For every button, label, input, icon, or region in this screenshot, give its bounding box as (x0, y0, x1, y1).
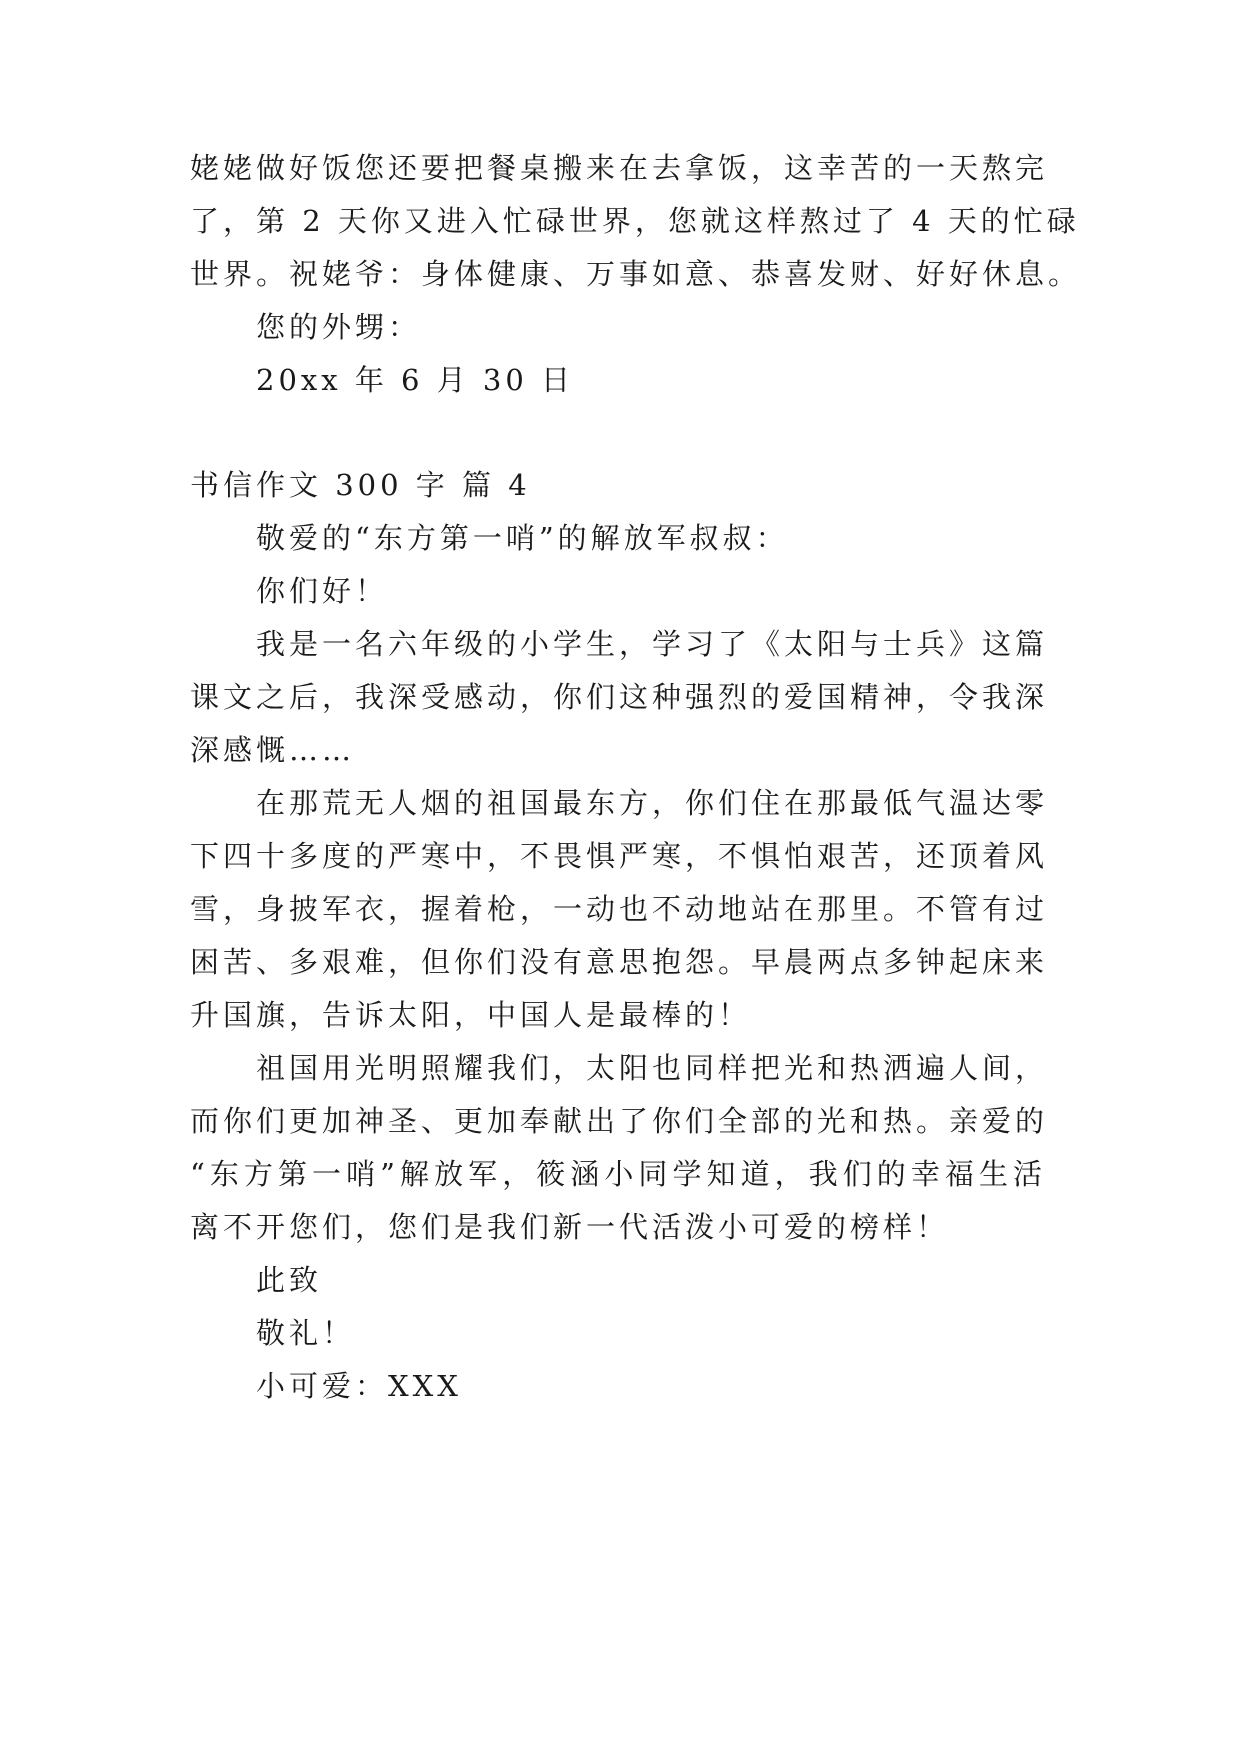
paragraph-line: 课文之后，我深受感动，你们这种强烈的爱国精神，令我深 (190, 680, 1049, 714)
paragraph-line: 了，第 2 天你又进入忙碌世界，您就这样熬过了 4 天的忙碌 (190, 204, 1080, 238)
paragraph-line: 世界。祝姥爷：身体健康、万事如意、恭喜发财、好好休息。 (190, 257, 1082, 291)
letter-date: 20xx 年 6 月 30 日 (256, 363, 575, 397)
greeting: 你们好！ (256, 574, 389, 608)
paragraph-line: 深感慨…… (190, 733, 356, 767)
paragraph-line: 困苦、多艰难，但你们没有意思抱怨。早晨两点多钟起床来 (190, 945, 1049, 979)
paragraph-line: 在那荒无人烟的祖国最东方，你们住在那最低气温达零 (256, 786, 1049, 820)
paragraph-line: “东方第一哨”解放军，筱涵小同学知道，我们的幸福生活 (190, 1157, 1046, 1191)
salutation: 敬爱的“东方第一哨”的解放军叔叔： (256, 521, 789, 555)
paragraph-line: 我是一名六年级的小学生，学习了《太阳与士兵》这篇 (256, 627, 1049, 661)
paragraph-line: 下四十多度的严寒中，不畏惧严寒，不惧怕艰苦，还顶着风 (190, 839, 1049, 873)
closing-salute: 敬礼！ (256, 1316, 356, 1350)
section-heading: 书信作文 300 字 篇 4 (190, 468, 531, 502)
signature: 小可爱：XXX (256, 1369, 462, 1403)
closing-phrase: 此致 (256, 1263, 323, 1297)
paragraph-line: 离不开您们，您们是我们新一代活泼小可爱的榜样！ (190, 1210, 950, 1244)
sign-label: 您的外甥： (256, 310, 422, 344)
paragraph-line: 姥姥做好饭您还要把餐桌搬来在去拿饭，这幸苦的一天熬完 (190, 151, 1049, 185)
paragraph-line: 祖国用光明照耀我们，太阳也同样把光和热洒遍人间， (256, 1051, 1049, 1085)
paragraph-line: 而你们更加神圣、更加奉献出了你们全部的光和热。亲爱的 (190, 1104, 1049, 1138)
paragraph-line: 升国旗，告诉太阳，中国人是最棒的！ (190, 998, 752, 1032)
paragraph-line: 雪，身披军衣，握着枪，一动也不动地站在那里。不管有过 (190, 892, 1049, 926)
